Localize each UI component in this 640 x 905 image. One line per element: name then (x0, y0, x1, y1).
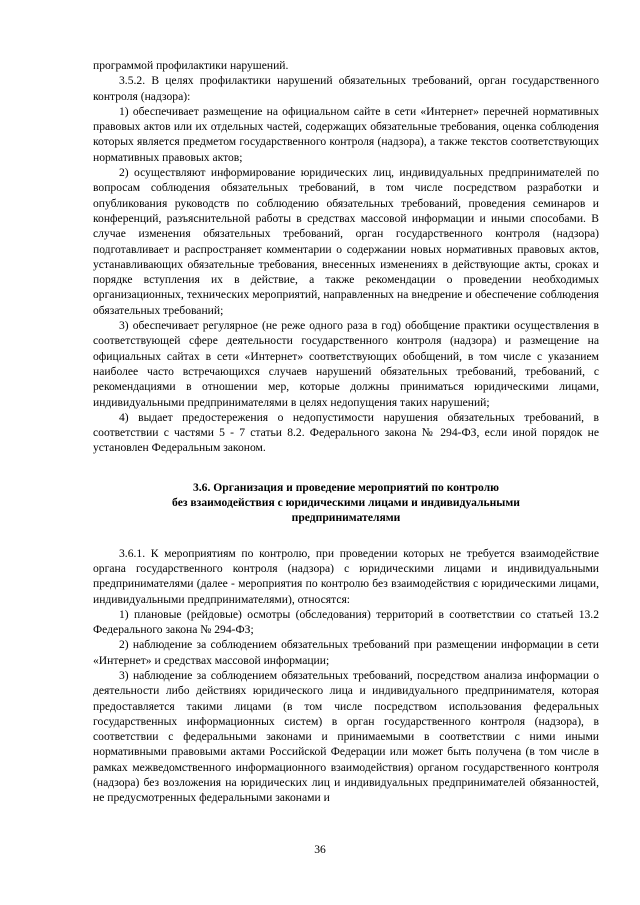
page-number: 36 (314, 843, 326, 856)
paragraphs-before-section (93, 58, 599, 456)
paragraph: 1) обеспечивает размещение на официальном сайте в сети «Интернет» перечней нормативных правовых актов или их отдельных частей, содержащих обязательные требования, оценка соблюдения которых является предметом государственного контроля (надзора), а также текстов соответствующих нормативных правовых актов; (93, 104, 599, 164)
paragraph: 3) обеспечивает регулярное (не реже одного раза в год) обобщение практики осуществления в соответствующей сфере деятельности государственного контроля (надзора) и размещение на официальных сайтах в сети «Интернет» соответствующих обобщений, в том числе с указанием наиболее часто встречающихся случаев нарушений обязательных требований, требований, с рекомендациями в отношении мер, которые должны приниматься юридическими лицами, индивидуальными предпринимателями в целях недопущения таких нарушений; (93, 319, 599, 409)
section-heading-line: без взаимодействия с юридическими лицами и индивидуальными (172, 496, 520, 510)
paragraphs-after-section (93, 546, 599, 806)
section-heading-line: предпринимателями (291, 511, 401, 525)
paragraph: 3.5.2. В целях профилактики нарушений обязательных требований, орган государственного контроля (надзора): (93, 74, 599, 103)
paragraph: 2) осуществляют информирование юридических лиц, индивидуальных предпринимателей по вопросам соблюдения обязательных требований, в том числе посредством разработки и опубликования руководств по соблюдению обязательных требований, проведения семинаров и конференций, разъяснительной работы в средствах массовой информации и иными способами. В случае изменения обязательных требований, орган государственного контроля (надзора) подготавливает и распространяет комментарии о содержании новых нормативных правовых актов, устанавливающих обязательные требования, внесенных изменениях в действующие акты, сроках и порядке вступления их в действие, а также рекомендации о проведении необходимых организационных, технических мероприятий, направленных на внедрение и обеспечение соблюдения обязательных требований; (93, 166, 599, 317)
document-body (93, 58, 599, 806)
section-heading (113, 480, 579, 526)
paragraph: 3) наблюдение за соблюдением обязательных требований, посредством анализа информации о деятельности либо действиях юридического лица и индивидуального предпринимателя, которая предоставляется такими лицами (в том числе посредством использования федеральных государственных информационных систем) в орган государственного контроля (надзора), в соответствии с федеральными законами и принимаемыми в соответствии с ними иными нормативными правовыми актами Российской Федерации или может быть получена (в том числе в рамках межведомственного информационного взаимодействия) органом государственного контроля (надзора) без возложения на юридических лиц и индивидуальных предпринимателей обязанностей, не предусмотренных федеральными законами и (93, 668, 599, 805)
paragraph: программой профилактики нарушений. (93, 59, 289, 72)
paragraph: 2) наблюдение за соблюдением обязательных требований при размещении информации в сети «Интернет» и средствах массовой информации; (93, 638, 599, 667)
section-heading-line: 3.6. Организация и проведение мероприятий по контролю (192, 480, 500, 494)
paragraph: 4) выдает предостережения о недопустимости нарушения обязательных требований, в соответствии с частями 5 - 7 статьи 8.2. Федерального закона № 294-ФЗ, если иной порядок не установлен Федеральным законом. (93, 410, 599, 455)
paragraph: 3.6.1. К мероприятиям по контролю, при проведении которых не требуется взаимодействие органа государственного контроля (надзора) с юридическими лицами и индивидуальными предпринимателями (далее - мероприятия по контролю без взаимодействия с юридическими лицами, индивидуальными предпринимателями), относятся: (93, 546, 599, 606)
paragraph: 1) плановые (рейдовые) осмотры (обследования) территорий в соответствии со статьей 13.2 Федерального закона № 294-ФЗ; (93, 607, 599, 637)
